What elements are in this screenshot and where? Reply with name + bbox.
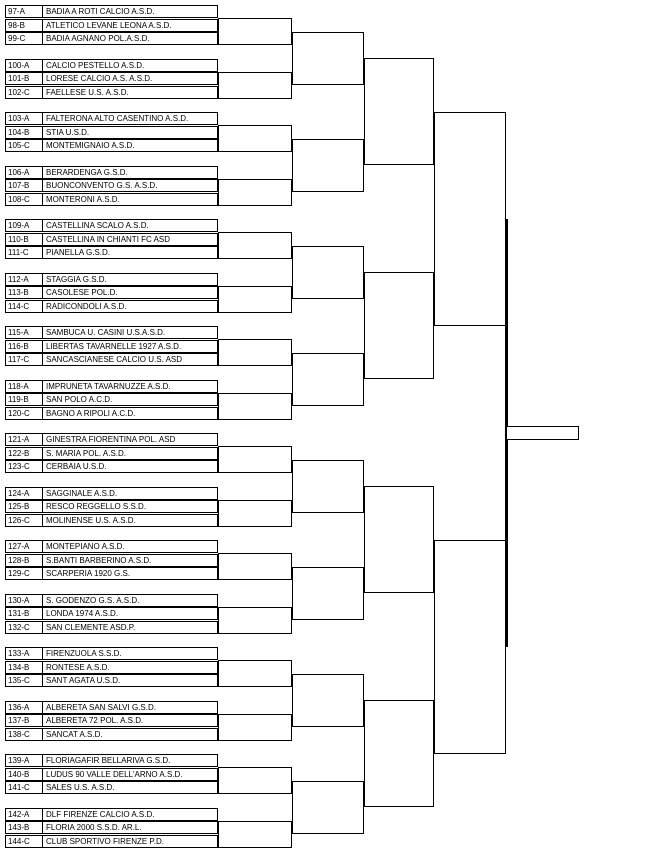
team-row [5,326,218,339]
row-divider [42,434,43,445]
row-divider [42,568,43,579]
row-divider [42,20,43,31]
final-joiner-line [505,219,506,647]
team-code: 114-C [8,301,30,311]
team-name: CASTELLINA IN CHIANTI FC ASD [46,234,171,244]
team-row [5,835,218,848]
team-row [5,514,218,527]
row-divider [42,194,43,205]
team-code: 102-C [8,87,30,97]
team-code: 140-B [8,769,30,779]
team-row [5,380,218,393]
team-code: 124-A [8,488,30,498]
team-name: FLORIA 2000 S.S.D. AR.L. [46,823,142,832]
team-row [5,166,218,179]
team-name: SAGGINALE A.S.D. [46,488,118,498]
team-code: 105-C [8,141,30,150]
row-divider [42,782,43,793]
team-name: MONTEPIANO A.S.D. [46,542,125,551]
row-divider [42,595,43,606]
row-divider [42,809,43,820]
team-code: 127-A [8,542,30,551]
team-code: 132-C [8,622,30,632]
team-row [5,246,218,259]
team-name: SAMBUCA U. CASINI U.S.A.S.D. [46,328,166,337]
team-code: 126-C [8,515,30,525]
team-code: 120-C [8,408,30,418]
team-name: BADIA AGNANO POL.A.S.D. [46,34,150,43]
row-divider [42,381,43,392]
row-divider [42,755,43,766]
team-code: 104-B [8,127,30,137]
team-row [5,701,218,714]
team-name: MONTERONI A.S.D. [46,194,120,204]
team-name: SANCAT A.S.D. [46,729,103,739]
team-name: BERARDENGA G.S.D. [46,167,128,177]
row-divider [42,555,43,566]
team-name: SCARPERIA 1920 G.S. [46,569,131,578]
team-code: 107-B [8,181,30,190]
row-divider [42,354,43,365]
row-divider [42,729,43,740]
bracket-connector-round1 [218,125,292,152]
team-row [5,353,218,366]
team-row [5,5,218,18]
team-row [5,594,218,607]
team-name: IMPRUNETA TAVARNUZZE A.S.D. [46,381,171,391]
team-name: RADICONDOLI A.S.D. [46,301,127,311]
team-name: S.BANTI BARBERINO A.S.D. [46,555,152,565]
row-divider [42,608,43,619]
row-divider [42,87,43,98]
team-name: FALTERONA ALTO CASENTINO A.S.D. [46,114,189,123]
team-code: 142-A [8,809,30,819]
team-row [5,179,218,192]
team-code: 137-B [8,716,30,725]
team-name: STIA U.S.D. [46,127,90,137]
team-row [5,32,218,45]
team-code: 106-A [8,167,30,177]
team-name: CERBAIA U.S.D. [46,462,107,471]
team-name: BADIA A ROTI CALCIO A.S.D. [46,7,155,16]
team-name: RONTESE A.S.D. [46,662,110,672]
bracket-connector-round2 [292,674,364,728]
team-name: CLUB SPORTIVO FIRENZE P.D. [46,836,164,846]
team-row [5,821,218,834]
team-row [5,126,218,139]
team-row [5,72,218,85]
team-name: ALBERETA 72 POL. A.S.D. [46,716,144,725]
row-divider [42,822,43,833]
row-divider [42,675,43,686]
row-divider [42,113,43,124]
team-code: 111-C [8,248,29,257]
bracket-connector-round1 [218,179,292,206]
bracket-connector-round2 [292,781,364,835]
bracket-connector-round1 [218,232,292,259]
bracket-connector-round4 [434,112,506,326]
team-name: SAN CLEMENTE ASD.P. [46,622,136,632]
team-name: SANT AGATA U.S.D. [46,676,121,685]
team-code: 116-B [8,341,29,351]
bracket-connector-round3 [364,486,434,593]
team-name: BAGNO A RIPOLI A.C.D. [46,408,136,418]
row-divider [42,73,43,84]
team-code: 100-A [8,60,30,70]
team-name: BUONCONVENTO G.S. A.S.D. [46,181,158,190]
team-code: 119-B [8,395,29,404]
team-code: 130-A [8,595,30,605]
row-divider [42,715,43,726]
team-row [5,86,218,99]
team-code: 144-C [8,836,30,846]
row-divider [42,327,43,338]
team-code: 122-B [8,448,30,458]
team-row [5,460,218,473]
team-name: CALCIO PESTELLO A.S.D. [46,60,145,70]
team-code: 109-A [8,221,30,230]
row-divider [42,448,43,459]
row-divider [42,287,43,298]
team-code: 112-A [8,274,29,284]
row-divider [42,622,43,633]
bracket-connector-round2 [292,139,364,193]
team-name: S. GODENZO G.S. A.S.D. [46,595,140,605]
row-divider [42,501,43,512]
row-divider [42,274,43,285]
team-code: 133-A [8,649,30,658]
row-divider [42,836,43,847]
team-name: FAELLESE U.S. A.S.D. [46,87,129,97]
team-code: 113-B [8,288,29,297]
team-row [5,621,218,634]
team-name: MOLINENSE U.S. A.S.D. [46,515,136,525]
bracket-connector-round2 [292,353,364,407]
team-name: LUDUS 90 VALLE DELL'ARNO A.S.D. [46,769,183,779]
team-row [5,112,218,125]
team-name: SAN POLO A.C.D. [46,395,113,404]
team-name: ALBERETA SAN SALVI G.S.D. [46,702,156,712]
team-name: LONDA 1974 A.S.D. [46,609,119,618]
team-name: STAGGIA G.S.D. [46,274,107,284]
team-code: 134-B [8,662,30,672]
team-row [5,487,218,500]
team-row [5,286,218,299]
team-code: 131-B [8,609,30,618]
team-name: RESCO REGGELLO S.S.D. [46,502,147,511]
team-code: 135-C [8,676,30,685]
team-name: GINESTRA FIORENTINA POL. ASD [46,435,176,444]
team-row [5,233,218,246]
team-row [5,647,218,660]
team-code: 129-C [8,569,30,578]
team-name: SANCASCIANESE CALCIO U.S. ASD [46,355,183,364]
team-name: S. MARIA POL. A.S.D. [46,448,127,458]
bracket-connector-round1 [218,821,292,848]
row-divider [42,127,43,138]
team-code: 121-A [8,435,30,444]
team-row [5,674,218,687]
team-name: SALES U.S. A.S.D. [46,783,115,792]
team-name: CASOLESE POL.D. [46,288,118,297]
bracket-connector-round4 [434,540,506,754]
bracket-connector-round1 [218,714,292,741]
bracket-connector-round1 [218,72,292,99]
team-name: PIANELLA G.S.D. [46,248,111,257]
team-code: 125-B [8,502,30,511]
bracket-connector-round3 [364,58,434,165]
team-code: 98-B [8,20,25,30]
row-divider [42,461,43,472]
team-code: 143-B [8,823,30,832]
row-divider [42,140,43,151]
row-divider [42,662,43,673]
row-divider [42,220,43,231]
team-row [5,407,218,420]
bracket-connector-round3 [364,700,434,807]
row-divider [42,60,43,71]
team-name: CASTELLINA SCALO A.S.D. [46,221,149,230]
bracket-connector-round2 [292,32,364,86]
bracket-connector-round1 [218,393,292,420]
row-divider [42,247,43,258]
team-code: 110-B [8,234,29,244]
team-code: 117-C [8,355,30,364]
bracket-connector-round1 [218,767,292,794]
bracket-connector-round3 [364,272,434,379]
team-name: MONTEMIGNAIO A.S.D. [46,141,135,150]
bracket-connector-round1 [218,553,292,580]
team-code: 97-A [8,7,25,16]
bracket-connector-round2 [292,460,364,514]
team-code: 118-A [8,381,29,391]
team-row [5,340,218,353]
row-divider [42,488,43,499]
team-row [5,500,218,513]
row-divider [42,541,43,552]
bracket-connector-round1 [218,660,292,687]
team-row [5,433,218,446]
team-code: 136-A [8,702,30,712]
row-divider [42,6,43,17]
team-row [5,754,218,767]
bracket-connector-round2 [292,246,364,300]
team-row [5,567,218,580]
team-code: 128-B [8,555,30,565]
row-divider [42,167,43,178]
team-row [5,540,218,553]
row-divider [42,702,43,713]
bracket-connector-round1 [218,18,292,45]
team-code: 101-B [8,74,30,83]
team-row [5,393,218,406]
team-name: ATLETICO LEVANE LEONA A.S.D. [46,20,172,30]
team-code: 123-C [8,462,30,471]
team-name: LORESE CALCIO A.S. A.S.D. [46,74,153,83]
team-row [5,607,218,620]
team-code: 108-C [8,194,30,204]
team-row [5,300,218,313]
team-code: 99-C [8,34,26,43]
team-code: 103-A [8,114,30,123]
team-code: 138-C [8,729,30,739]
row-divider [42,180,43,191]
team-row [5,728,218,741]
team-row [5,661,218,674]
team-row [5,273,218,286]
team-name: FIRENZUOLA S.S.D. [46,649,122,658]
team-row [5,219,218,232]
row-divider [42,341,43,352]
row-divider [42,394,43,405]
team-row [5,768,218,781]
row-divider [42,234,43,245]
team-code: 141-C [8,783,30,792]
row-divider [42,769,43,780]
team-row [5,447,218,460]
team-row [5,714,218,727]
row-divider [42,648,43,659]
bracket-connector-round1 [218,446,292,473]
row-divider [42,33,43,44]
team-name: DLF FIRENZE CALCIO A.S.D. [46,809,155,819]
team-row [5,808,218,821]
team-row [5,19,218,32]
bracket-connector-round1 [218,607,292,634]
row-divider [42,515,43,526]
team-row [5,781,218,794]
bracket-connector-round1 [218,286,292,313]
team-row [5,554,218,567]
team-row [5,139,218,152]
champion-slot [506,426,579,440]
row-divider [42,408,43,419]
row-divider [42,301,43,312]
team-row [5,193,218,206]
bracket-connector-round1 [218,500,292,527]
team-code: 115-A [8,328,29,337]
bracket-connector-round1 [218,339,292,366]
team-name: LIBERTAS TAVARNELLE 1927 A.S.D. [46,341,182,351]
team-name: FLORIAGAFIR BELLARIVA G.S.D. [46,756,171,765]
team-code: 139-A [8,756,30,765]
bracket-connector-round2 [292,567,364,621]
team-row [5,59,218,72]
